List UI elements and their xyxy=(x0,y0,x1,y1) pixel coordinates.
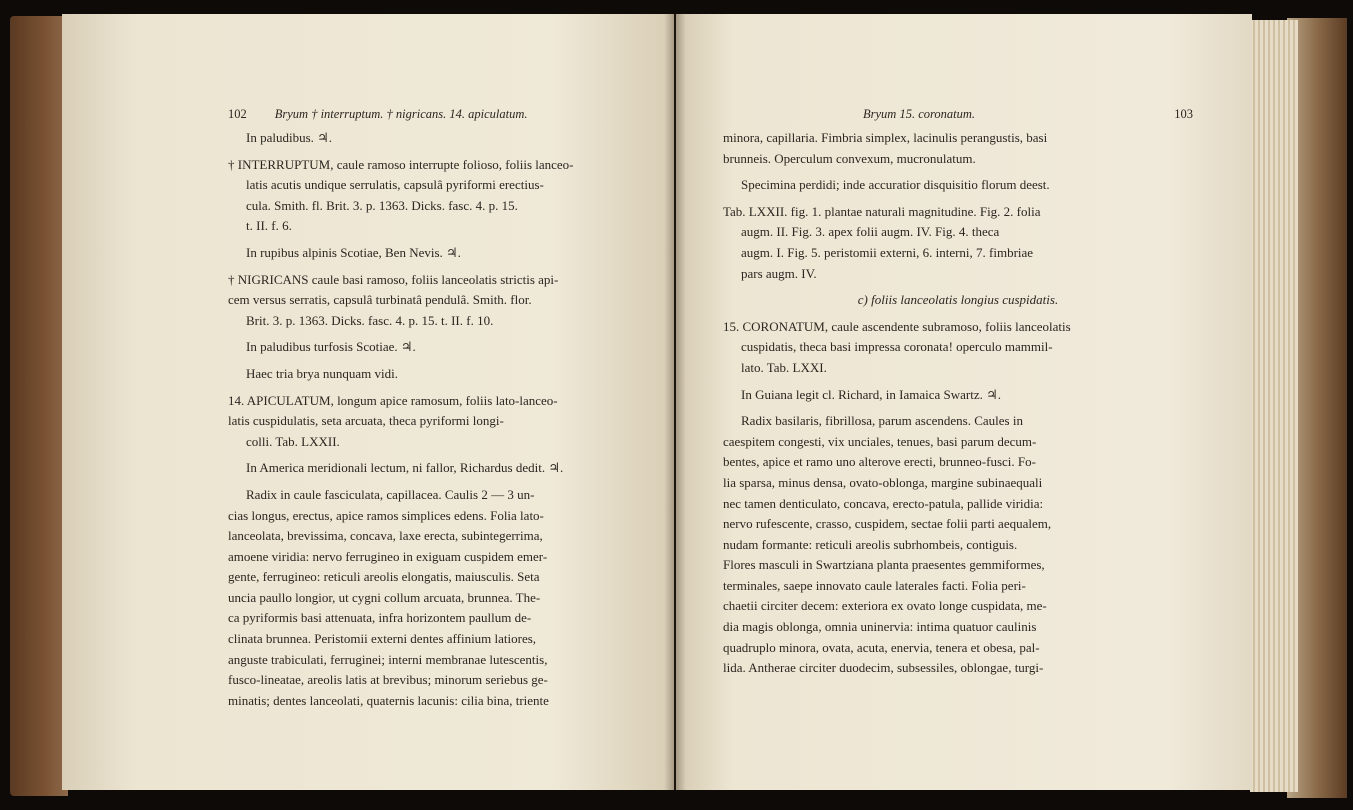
left-line: lanceolata, brevissima, concava, laxe erecta, subintegerrima, xyxy=(228,528,543,544)
left-line: uncia paullo longior, ut cygni collum arcuata, brunnea. The- xyxy=(228,589,541,605)
left-line: gente, ferrugineo: reticuli areolis elongatis, maiusculis. Seta xyxy=(228,569,540,585)
right-line: minora, capillaria. Fimbria simplex, lacinulis perangustis, basi xyxy=(723,130,1048,145)
right-body xyxy=(723,128,1193,679)
left-line: t. II. f. 6. xyxy=(246,218,292,234)
right-line: augm. II. Fig. 3. apex folii augm. IV. Fig. 4. theca xyxy=(741,224,1000,240)
left-line: latis cuspidulatis, seta arcuata, theca pyriformi longi- xyxy=(228,413,504,429)
right-line: nec tamen denticulato, concava, erecto-patula, pallide viridia: xyxy=(723,495,1044,511)
left-line: anguste trabiculati, ferruginei; interni membranae lutescentis, xyxy=(228,651,548,667)
left-line: ca pyriformis basi attenuata, infra horizontem paullum de- xyxy=(228,610,532,626)
left-line: amoene viridia: nervo ferrugineo in exiguam cuspidem emer- xyxy=(228,548,548,564)
left-header xyxy=(228,104,676,126)
right-line: nervo rufescente, crasso, cuspidem, sectae folii parti aequalem, xyxy=(723,516,1052,532)
right-line: bentes, apice et ramo uno alterove erecti, brunneo-fusci. Fo- xyxy=(723,454,1036,470)
right-page-number: 103 xyxy=(1174,107,1193,121)
right-line: quadruplo minora, ovata, acuta, enervia, tenera et obesa, pal- xyxy=(723,639,1040,655)
right-page xyxy=(676,14,1252,790)
right-line: c) foliis lanceolatis longius cuspidatis. xyxy=(857,292,1059,308)
left-line: Haec tria brya nunquam vidi. xyxy=(246,365,398,381)
right-line: brunneis. Operculum convexum, mucronulatum. xyxy=(723,150,976,166)
right-line: terminales, saepe innovato caule laterales facti. Folia peri- xyxy=(723,577,1026,593)
right-line: Tab. LXXII. fig. 1. plantae naturali magnitudine. Fig. 2. folia xyxy=(723,203,1041,219)
left-line: minatis; dentes lanceolati, quaternis lacunis: cilia bina, triente xyxy=(228,692,549,708)
right-line: chaetii circiter decem: exteriora ex ovato longe cuspidata, me- xyxy=(723,598,1047,614)
right-line: lato. Tab. LXXI. xyxy=(741,359,827,375)
right-page-text xyxy=(723,104,1193,679)
left-line: In America meridionali lectum, ni fallor, Richardus dedit. ♃. xyxy=(246,460,564,476)
page-edges xyxy=(1250,20,1298,792)
left-line: In rupibus alpinis Scotiae, Ben Nevis. ♃. xyxy=(246,244,461,260)
right-line: nudam formante: reticuli areolis subrhombeis, contiguis. xyxy=(723,536,1018,552)
right-line: Flores masculi in Swartziana planta praesentes gemmiformes, xyxy=(723,557,1045,573)
left-page-number: 102 xyxy=(228,107,247,121)
left-line: colli. Tab. LXXII. xyxy=(246,433,340,449)
left-page xyxy=(62,14,674,790)
right-line: lida. Antherae circiter duodecim, subsessiles, oblongae, turgi- xyxy=(723,660,1044,676)
right-line: augm. I. Fig. 5. peristomii externi, 6. interni, 7. fimbriae xyxy=(741,244,1034,260)
left-line: fusco-lineatae, areolis latis at brevibus; minorum seriebus ge- xyxy=(228,672,548,688)
left-line: In paludibus turfosis Scotiae. ♃. xyxy=(246,339,416,355)
left-line: 14. APICULATUM, longum apice ramosum, foliis lato-lanceo- xyxy=(228,392,558,408)
left-page-text xyxy=(228,104,676,711)
right-header xyxy=(723,104,1193,126)
left-line: clinata brunnea. Peristomii externi dentes affinium latiores, xyxy=(228,631,537,647)
left-line: latis acutis undique serrulatis, capsulâ pyriformi erectius- xyxy=(246,177,544,193)
right-line: In Guiana legit cl. Richard, in Iamaica Swartz. ♃. xyxy=(741,386,1002,402)
right-line: lia sparsa, minus densa, ovato-oblonga, margine subinaequali xyxy=(723,474,1043,490)
left-line: † INTERRUPTUM, caule ramoso interrupte folioso, foliis lanceo- xyxy=(228,156,574,172)
book-cover-left xyxy=(10,16,68,796)
left-line: † NIGRICANS caule basi ramoso, foliis lanceolatis strictis api- xyxy=(228,271,559,287)
left-line: cias longus, erectus, apice ramos simplices edens. Folia lato- xyxy=(228,507,544,523)
left-line: Radix in caule fasciculata, capillacea. Caulis 2 — 3 un- xyxy=(246,486,535,502)
right-line: pars augm. IV. xyxy=(741,265,817,281)
book-gutter xyxy=(664,14,686,790)
right-running-head: Bryum 15. coronatum. xyxy=(863,107,976,121)
right-line: cuspidatis, theca basi impressa coronata! operculo mammil- xyxy=(741,339,1053,355)
right-line: Radix basilaris, fibrillosa, parum ascendens. Caules in xyxy=(741,413,1023,429)
right-line: Specimina perdidi; inde accuratior disquisitio florum deest. xyxy=(741,177,1050,193)
right-line: caespitem congesti, vix unciales, tenues, basi parum decum- xyxy=(723,433,1037,449)
left-running-head: Bryum † interruptum. † nigricans. 14. apiculatum. xyxy=(274,107,528,121)
right-line: 15. CORONATUM, caule ascendente subramoso, foliis lanceolatis xyxy=(723,318,1071,334)
left-line: Brit. 3. p. 1363. Dicks. fasc. 4. p. 15. t. II. f. 10. xyxy=(246,312,494,328)
left-line: In paludibus. ♃. xyxy=(246,130,333,145)
left-body xyxy=(228,128,676,711)
left-line: cem versus serratis, capsulâ turbinatâ pendulâ. Smith. flor. xyxy=(228,292,532,308)
right-line: dia magis oblonga, omnia uninervia: intima quatuor caulinis xyxy=(723,619,1037,635)
left-line: cula. Smith. fl. Brit. 3. p. 1363. Dicks. fasc. 4. p. 15. xyxy=(246,197,518,213)
